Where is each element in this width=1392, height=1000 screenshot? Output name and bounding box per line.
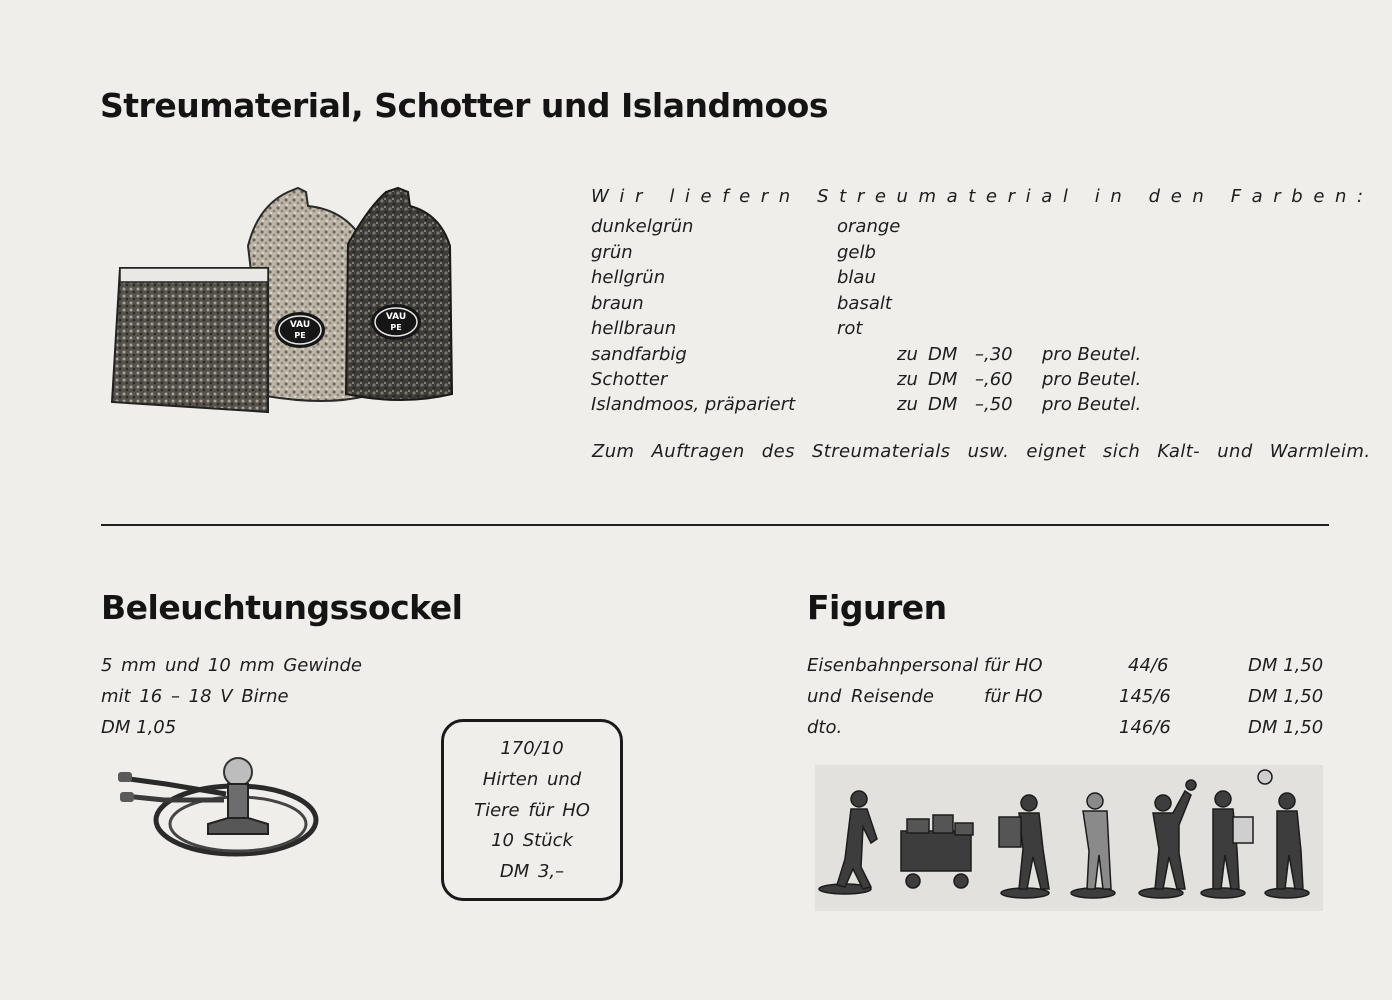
vau-pe-label-dark [371, 304, 421, 340]
figuren-number: 145/6 [1119, 686, 1171, 707]
streu-note: Zum Auftragen des Streumaterials usw. eignet sich Kalt- und Warmleim. [592, 441, 1371, 462]
figuren-name: dto. [807, 717, 843, 738]
price-zu: zu [897, 369, 918, 390]
figuren-number: 44/6 [1128, 655, 1169, 676]
sockel-title: Beleuchtungssockel [101, 588, 463, 627]
price-per: pro Beutel. [1042, 369, 1142, 390]
color-item: hellbraun [591, 318, 677, 339]
price-zu: zu [897, 344, 918, 365]
figuren-price: DM 1,50 [1248, 655, 1324, 676]
figuren-for: für HO [984, 655, 1043, 676]
price-item: Schotter [591, 369, 668, 390]
color-item: blau [837, 267, 876, 288]
sockel-price: DM 1,05 [101, 717, 177, 738]
lamp-socket-photo [116, 752, 331, 870]
streu-intro: Wir liefern Streumaterial in den Farben: [591, 186, 1374, 207]
section-divider [101, 524, 1329, 526]
vau-pe-label-light [275, 312, 325, 348]
sockel-line: 5 mm und 10 mm Gewinde [101, 655, 362, 676]
figuren-name: Eisenbahnpersonal [807, 655, 979, 676]
svg-text:VAU: VAU [289, 320, 311, 330]
svg-text:VAU: VAU [385, 312, 407, 322]
price-dm: DM [928, 344, 958, 365]
color-item: gelb [837, 242, 876, 263]
price-value: –,30 [975, 344, 1013, 365]
hirten-line: 170/10 [500, 738, 564, 759]
figuren-price: DM 1,50 [1248, 717, 1324, 738]
price-zu: zu [897, 394, 918, 415]
figuren-name: und Reisende [807, 686, 934, 707]
hirten-price: DM 3,– [499, 861, 565, 882]
hirten-box [441, 719, 623, 901]
price-item: Islandmoos, präpariert [591, 394, 796, 415]
streumaterial-bags-photo [108, 182, 453, 422]
hirten-line: 10 Stück [491, 830, 573, 851]
color-item: basalt [837, 293, 892, 314]
figuren-price: DM 1,50 [1248, 686, 1324, 707]
figures-photo [815, 765, 1323, 911]
color-item: rot [837, 318, 863, 339]
price-value: –,50 [975, 394, 1013, 415]
svg-text:PE: PE [390, 323, 402, 332]
color-item: dunkelgrün [591, 216, 694, 237]
hirten-line: Hirten und [482, 769, 582, 790]
page-title: Streumaterial, Schotter und Islandmoos [100, 86, 828, 125]
price-per: pro Beutel. [1042, 394, 1142, 415]
color-item: hellgrün [591, 267, 666, 288]
sockel-line: mit 16 – 18 V Birne [101, 686, 289, 707]
color-item: braun [591, 293, 644, 314]
color-item: grün [591, 242, 633, 263]
price-dm: DM [928, 394, 958, 415]
price-dm: DM [928, 369, 958, 390]
svg-text:PE: PE [294, 331, 306, 340]
figuren-number: 146/6 [1119, 717, 1171, 738]
price-per: pro Beutel. [1042, 344, 1142, 365]
figuren-for: für HO [984, 686, 1043, 707]
figuren-title: Figuren [807, 588, 947, 627]
price-value: –,60 [975, 369, 1013, 390]
price-item: sandfarbig [591, 344, 687, 365]
color-item: orange [837, 216, 901, 237]
hirten-line: Tiere für HO [474, 800, 590, 821]
